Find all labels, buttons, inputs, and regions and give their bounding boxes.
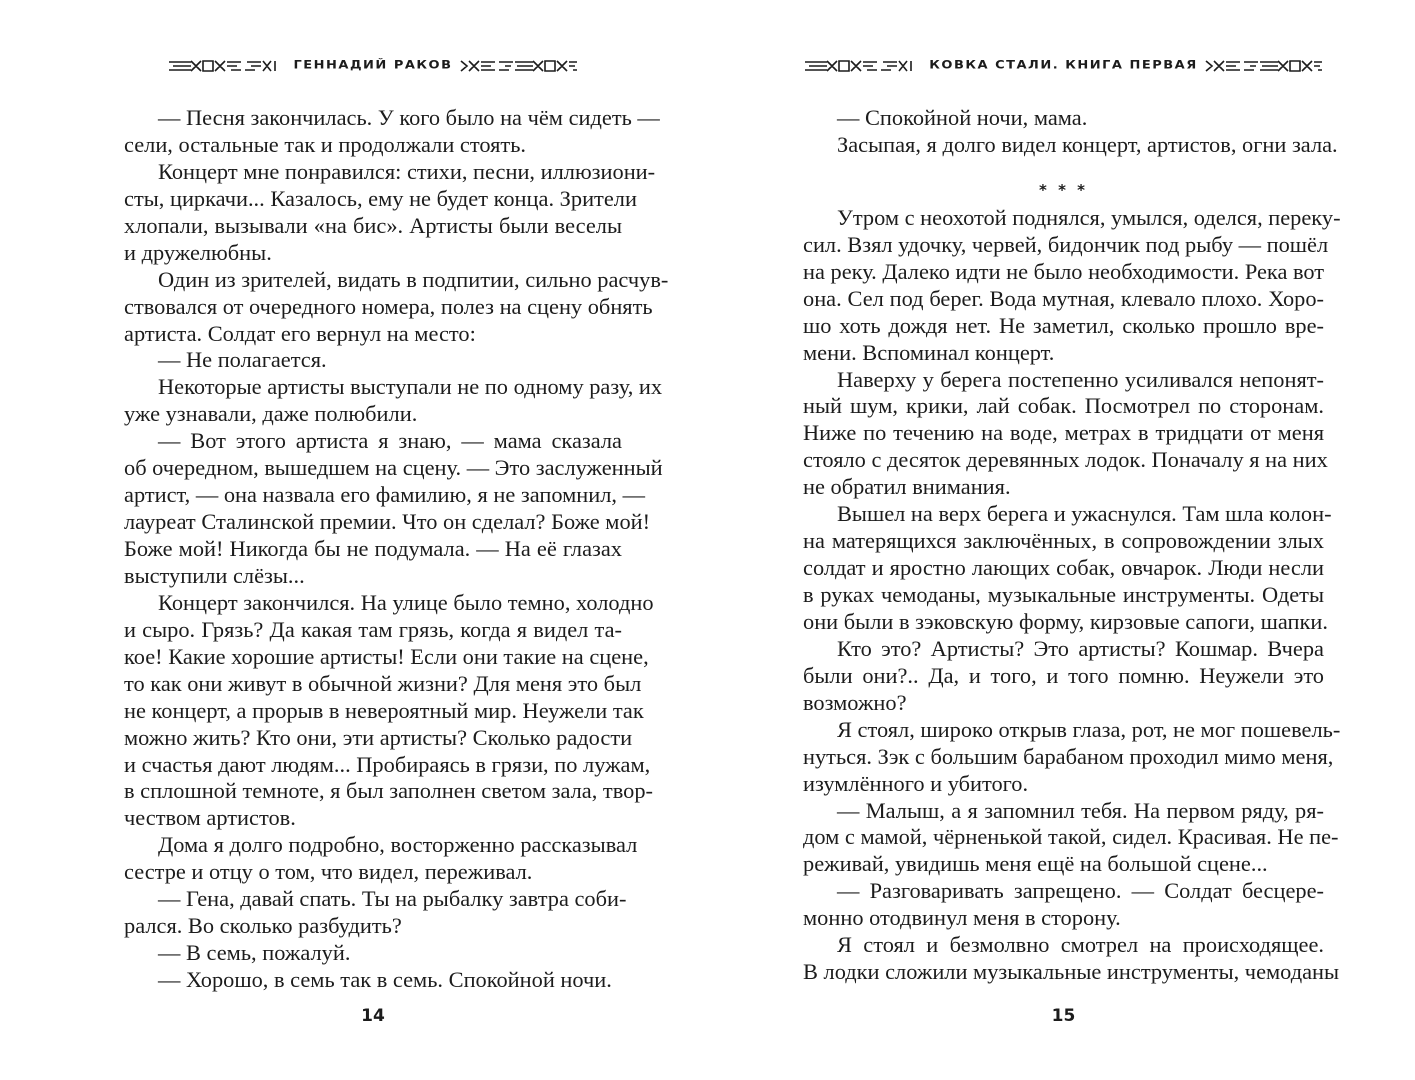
text-line: Один из зрителей, видать в подпитии, сильно расчув- xyxy=(158,266,669,292)
text-line: выступили слёзы... xyxy=(124,562,305,588)
text-line: в руках чемоданы, музыкальные инструменты. Одеты xyxy=(803,582,1324,607)
section-separator: * * * xyxy=(1039,180,1088,199)
text-line: — В семь, пожалуй. xyxy=(158,940,351,966)
text-line: были они?.. Да, и того, и того помню. Неужели это xyxy=(803,662,1324,688)
book-title: КОВКА СТАЛИ. КНИГА ПЕРВАЯ xyxy=(929,59,1198,72)
text-line: Концерт закончился. На улице было темно, холодно xyxy=(158,589,654,615)
text-line: Концерт мне понравился: стихи, песни, иллюзиони- xyxy=(158,158,656,184)
text-line: — Хорошо, в семь так в семь. Спокойной ночи. xyxy=(158,967,612,992)
text-line: лауреат Сталинской премии. Что он сделал? Боже мой! xyxy=(124,509,651,535)
text-line: она. Сел под берег. Вода мутная, клевало плохо. Хоро- xyxy=(803,285,1324,311)
text-line: на матерящихся заключённых, в сопровождении злых xyxy=(803,528,1324,554)
text-line: ный шум, крики, лай собак. Посмотрел по сторонам. xyxy=(803,393,1324,419)
text-line: Наверху у берега постепенно усиливался непонят- xyxy=(837,366,1324,392)
text-line: шо хоть дождя нет. Не заметил, сколько прошло вре- xyxy=(803,312,1324,338)
text-line: не концерт, а прорыв в невероятный мир. Неужели так xyxy=(124,697,644,723)
text-line: реживай, увидишь меня ещё на большой сцене... xyxy=(803,851,1268,877)
text-line: Кто это? Артисты? Это артисты? Кошмар. Вчера xyxy=(837,635,1324,661)
text-line: Засыпая, я долго видел концерт, артистов, огни зала. xyxy=(837,131,1338,157)
text-line: — Вот этого артиста я знаю, — мама сказала xyxy=(158,428,622,454)
text-line: можно жить? Кто они, эти артисты? Сколько радости xyxy=(124,724,633,750)
text-line: об очередном, вышедшем на сцену. — Это заслуженный xyxy=(124,455,663,481)
running-head xyxy=(34,58,712,73)
text-line: Ниже по течению на воде, метрах в тридцати от меня xyxy=(803,420,1324,446)
running-head xyxy=(743,58,1384,73)
text-line: сели, остальные так и продолжали стоять. xyxy=(124,131,527,157)
text-line: артиста. Солдат его вернул на место: xyxy=(124,320,476,346)
text-line: не обратил внимания. xyxy=(803,474,1011,500)
text-line: уже узнавали, даже полюбили. xyxy=(124,401,418,427)
right-page xyxy=(803,0,1341,1080)
text-line: Я стоял, широко открыв глаза, рот, не мог пошевель- xyxy=(837,716,1341,742)
page-number: 14 xyxy=(361,1006,385,1026)
text-line: изумлённого и убитого. xyxy=(803,770,1029,796)
text-line: — Разговаривать запрещено. — Солдат бесцере- xyxy=(837,878,1324,904)
text-line: Боже мой! Никогда бы не подумала. — На её глазах xyxy=(124,536,622,561)
text-line: ствовался от очередного номера, полез на сцену обнять xyxy=(124,293,653,319)
text-line: Некоторые артисты выступали не по одному разу, их xyxy=(158,374,663,400)
text-line: Дома я долго подробно, восторженно рассказывал xyxy=(158,832,638,858)
text-line: чеством артистов. xyxy=(124,805,296,831)
text-line: — Спокойной ночи, мама. xyxy=(837,105,1088,130)
text-line: дом с мамой, чёрненькой такой, сидел. Красивая. Не пе- xyxy=(803,824,1339,850)
text-line: кое! Какие хорошие артисты! Если они такие на сцене, xyxy=(124,643,649,669)
text-line: стояло с десяток деревянных лодок. Поначалу я на них xyxy=(803,447,1328,473)
text-line: и сыро. Грязь? Да какая там грязь, когда я видел та- xyxy=(124,616,622,642)
text-line: солдат и яростно лающих собак, овчарок. Люди несли xyxy=(803,555,1324,581)
text-line: Вышел на верх берега и ужаснулся. Там шла колон- xyxy=(837,501,1332,527)
text-line: Я стоял и безмолвно смотрел на происходящее. xyxy=(837,932,1324,958)
text-line: монно отодвинул меня в сторону. xyxy=(803,905,1121,931)
text-line: сил. Взял удочку, червей, бидончик под рыбу — пошёл xyxy=(803,231,1329,257)
page-number: 15 xyxy=(1051,1006,1076,1026)
text-line: мени. Вспоминал концерт. xyxy=(803,339,1055,365)
text-line: возможно? xyxy=(803,689,907,715)
page-body xyxy=(124,105,669,994)
text-line: и дружелюбны. xyxy=(124,239,272,265)
text-line: — Песня закончилась. У кого было на чём сидеть — xyxy=(158,105,660,130)
text-line: то как они живут в обычной жизни? Для меня это был xyxy=(124,670,642,696)
text-line: они были в зэковскую форму, кирзовые сапоги, шапки. xyxy=(803,608,1328,634)
page-body xyxy=(803,105,1341,986)
ornament-left-icon xyxy=(167,59,287,73)
text-line: в сплошной темноте, я был заполнен светом зала, твор- xyxy=(124,778,653,804)
text-line: — Гена, давай спать. Ты на рыбалку завтра соби- xyxy=(158,886,627,912)
text-line: сты, циркачи... Казалось, ему не будет конца. Зрители xyxy=(124,185,637,211)
text-line: хлопали, вызывали «на бис». Артисты были веселы xyxy=(124,212,622,238)
text-line: сестре и отцу о том, что видел, переживал. xyxy=(124,859,533,885)
text-line: — Малыш, а я запомнил тебя. На первом ряду, ря- xyxy=(837,797,1324,823)
text-line: В лодки сложили музыкальные инструменты, чемоданы xyxy=(803,959,1340,985)
text-line: — Не полагается. xyxy=(158,347,327,373)
text-line: и счастья дают людям... Пробираясь в грязи, по лужам, xyxy=(124,751,651,777)
ornament-right-icon xyxy=(1204,59,1324,73)
author-name: ГЕННАДИЙ РАКОВ xyxy=(293,59,453,72)
text-line: артист, — она назвала его фамилию, я не запомнил, — xyxy=(124,482,646,508)
ornament-right-icon xyxy=(459,59,579,73)
text-line: на реку. Далеко идти не было необходимости. Река вот xyxy=(803,258,1325,284)
left-page xyxy=(124,0,669,1080)
text-line: рался. Во сколько разбудить? xyxy=(124,913,402,939)
text-line: Утром с неохотой поднялся, умылся, оделся, переку- xyxy=(837,204,1341,230)
ornament-left-icon xyxy=(803,59,923,73)
text-line: нуться. Зэк с большим барабаном проходил мимо меня, xyxy=(803,743,1334,769)
